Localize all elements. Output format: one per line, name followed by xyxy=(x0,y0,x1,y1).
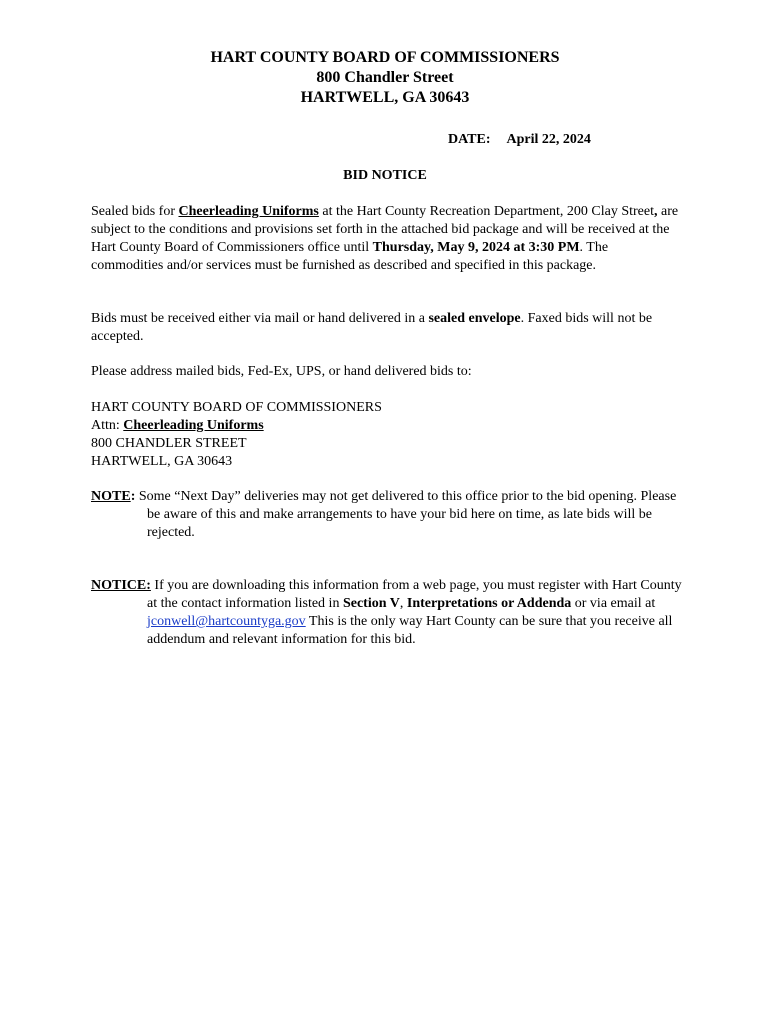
header-street: 800 Chandler Street xyxy=(316,69,454,86)
paragraph-sealed-bids xyxy=(91,203,681,275)
text-run: Sealed bids for xyxy=(91,204,179,219)
text-run: at the Hart County Recreation Department, 200 Clay Street xyxy=(318,204,654,219)
attn-value: Cheerleading Uniforms xyxy=(123,418,264,433)
text-run: or via email at xyxy=(571,596,656,611)
text-run: , xyxy=(399,596,407,611)
notice-label: NOTICE: xyxy=(91,578,151,593)
attn-label: Attn: xyxy=(91,418,124,433)
address-line-city: HARTWELL, GA 30643 xyxy=(91,454,233,469)
note-colon: : xyxy=(130,489,136,504)
text-run: If you are downloading this information from a web page, you must register with Hart County at the contact information listed in xyxy=(147,578,682,611)
text-run: . Faxed bids will not be accepted. xyxy=(91,311,653,344)
header-organization: HART COUNTY BOARD OF COMMISSIONERS xyxy=(210,49,560,66)
section-ref: Section V xyxy=(342,596,400,611)
header-city: HARTWELL, GA 30643 xyxy=(300,89,470,106)
address-line-organization: HART COUNTY BOARD OF COMMISSIONERS xyxy=(91,400,382,415)
note-paragraph xyxy=(91,488,691,542)
paragraph-delivery xyxy=(91,310,681,346)
address-line-street: 800 CHANDLER STREET xyxy=(91,436,247,451)
note-text: Some “Next Day” deliveries may not get delivered to this office prior to the bid opening. Please be aware of this and make arrangements to have your bid here on time, as late bids will be rejected. xyxy=(135,489,677,540)
note-label: NOTE xyxy=(91,489,131,504)
text-run: . The commodities and/or services must be furnished as described and specified in this package. xyxy=(91,240,609,273)
document-header xyxy=(0,48,770,108)
notice-paragraph xyxy=(91,577,691,649)
date-line xyxy=(448,131,591,149)
text-run: This is the only way Hart County can be sure that you receive all addendum and relevant information for this bid. xyxy=(147,614,673,647)
deadline: Thursday, May 9, 2024 at 3:30 PM xyxy=(372,240,580,255)
paragraph-address-intro: Please address mailed bids, Fed-Ex, UPS, or hand delivered bids to: xyxy=(91,364,472,379)
interpretations-ref: Interpretations or Addenda xyxy=(406,596,572,611)
date-value: April 22, 2024 xyxy=(506,132,591,147)
text-run: Bids must be received either via mail or hand delivered in a xyxy=(91,311,429,326)
sealed-envelope: sealed envelope xyxy=(428,311,521,326)
text-run: are subject to the conditions and provisions set forth in the attached bid package and will be received at the Hart County Board of Commissioners office until xyxy=(91,204,679,255)
page-title: BID NOTICE xyxy=(343,168,427,183)
email-link[interactable]: jconwell@hartcountyga.gov xyxy=(147,614,306,629)
mailing-address xyxy=(91,399,681,471)
item-name: Cheerleading Uniforms xyxy=(178,204,319,219)
date-label: DATE: xyxy=(448,132,491,147)
text-run: , xyxy=(654,204,658,219)
address-line-attn xyxy=(91,417,681,435)
